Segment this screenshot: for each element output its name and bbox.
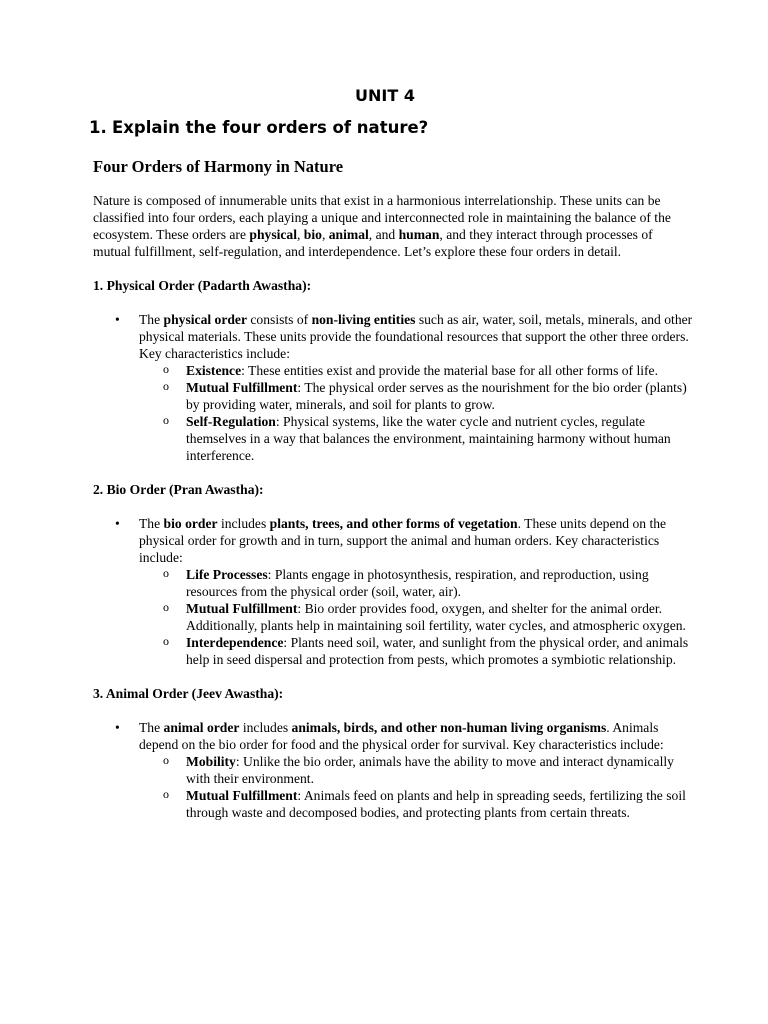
sub-term: Interdependence (186, 635, 284, 650)
intro-text: Nature is composed of innumerable units that exist in a harmonious interrelationship. These units can be classified into four orders, each playing a unique and interconnected role in maintaining the balance of the ecosystem. These orders are (93, 193, 671, 242)
bullet-dot-icon: • (115, 516, 120, 531)
circle-bullet-icon: o (163, 566, 169, 580)
question-text: Explain the four orders of nature? (112, 118, 429, 137)
intro-keyword-physical: physical (249, 227, 297, 242)
circle-bullet-icon: o (163, 787, 169, 801)
intro-keyword-bio: bio (303, 227, 322, 242)
order-heading-bio: 2. Bio Order (Pran Awastha): (93, 482, 264, 497)
sub-list (139, 566, 693, 668)
sub-list (139, 362, 693, 464)
unit-title: UNIT 4 (355, 86, 415, 105)
bullet-bold-term: non-living entities (311, 312, 416, 327)
circle-bullet-icon: o (163, 753, 169, 767)
order-list-animal (93, 719, 693, 821)
bullet-text: includes (217, 516, 270, 531)
intro-keyword-human: human (398, 227, 440, 242)
intro-separator: , (321, 227, 329, 242)
bullet-text: . Animals depend on the bio order for food and the physical order for survival. Key characteristics include: (139, 720, 664, 752)
sub-item (139, 600, 693, 634)
bullet-text: The (139, 516, 164, 531)
sub-text: : Plants need soil, water, and sunlight from the physical order, and animals help in seed dispersal and protection from pests, which promotes a symbiotic relationship. (186, 635, 689, 667)
bullet-bold-term: plants, trees, and other forms of vegetation (269, 516, 518, 531)
intro-text: , and they interact through processes of mutual fulfillment, self-regulation, and interdependence. Let’s explore these four orders in detail. (93, 227, 653, 259)
circle-bullet-icon: o (163, 600, 169, 614)
sub-list (139, 753, 693, 821)
order-list-bio (93, 515, 693, 668)
bullet-text: such as air, water, soil, metals, minerals, and other physical materials. These units provide the foundational resources that support the other three orders. Key characteristics include: (139, 312, 693, 361)
sub-item (139, 413, 693, 464)
bullet-bold-term: bio order (163, 516, 218, 531)
sub-text: : Bio order provides food, oxygen, and shelter for the animal order. Additionally, plants help in maintaining soil fertility, water cycles, and atmospheric oxygen. (186, 601, 686, 633)
order-heading-animal: 3. Animal Order (Jeev Awastha): (93, 686, 284, 701)
order-heading-physical: 1. Physical Order (Padarth Awastha): (93, 278, 312, 293)
sub-text: : Plants engage in photosynthesis, respiration, and reproduction, using resources from the physical order (soil, water, air). (186, 567, 649, 599)
order-list-physical (93, 311, 693, 464)
bullet-text: includes (239, 720, 292, 735)
bullet-text: . These units depend on the physical order for growth and in turn, support the animal and human orders. Key characteristics include: (139, 516, 667, 565)
circle-bullet-icon: o (163, 634, 169, 648)
bullet-text: consists of (247, 312, 312, 327)
sub-term: Life Processes (186, 567, 268, 582)
bullet-bold-term: physical order (163, 312, 247, 327)
bullet-bold-term: animals, birds, and other non-human living organisms (291, 720, 607, 735)
bullet-bold-term: animal order (163, 720, 240, 735)
intro-paragraph (93, 192, 693, 260)
circle-bullet-icon: o (163, 379, 169, 393)
bullet-text: The (139, 312, 164, 327)
sub-term: Mobility (186, 754, 236, 769)
order-bullet (93, 311, 693, 464)
sub-text: : The physical order serves as the nourishment for the bio order (plants) by providing water, minerals, and soil for plants to grow. (186, 380, 687, 412)
circle-bullet-icon: o (163, 413, 169, 427)
sub-term: Mutual Fulfillment (186, 380, 298, 395)
sub-text: : These entities exist and provide the material base for all other forms of life. (241, 363, 658, 378)
document-body (93, 192, 693, 838)
question-number: 1. (89, 118, 107, 137)
circle-bullet-icon: o (163, 362, 169, 376)
question-heading (89, 117, 428, 139)
intro-keyword-animal: animal (328, 227, 369, 242)
sub-term: Existence (186, 363, 242, 378)
sub-item (139, 753, 693, 787)
sub-term: Mutual Fulfillment (186, 788, 298, 803)
sub-text: : Physical systems, like the water cycle and nutrient cycles, regulate themselves in a way that balances the environment, maintaining harmony without human interference. (186, 414, 671, 463)
sub-item (139, 362, 693, 379)
section-title: Four Orders of Harmony in Nature (93, 157, 344, 176)
bullet-text: The (139, 720, 164, 735)
intro-separator: , (297, 227, 304, 242)
bullet-dot-icon: • (115, 312, 120, 327)
sub-term: Mutual Fulfillment (186, 601, 298, 616)
sub-item (139, 566, 693, 600)
sub-text: : Animals feed on plants and help in spreading seeds, fertilizing the soil through waste and decomposed bodies, and protecting plants from certain threats. (186, 788, 686, 820)
sub-text: : Unlike the bio order, animals have the ability to move and interact dynamically with their environment. (186, 754, 674, 786)
sub-item (139, 787, 693, 821)
sub-term: Self-Regulation (186, 414, 276, 429)
intro-separator: , and (368, 227, 399, 242)
sub-item (139, 379, 693, 413)
bullet-dot-icon: • (115, 720, 120, 735)
order-bullet (93, 515, 693, 668)
order-bullet (93, 719, 693, 821)
sub-item (139, 634, 693, 668)
